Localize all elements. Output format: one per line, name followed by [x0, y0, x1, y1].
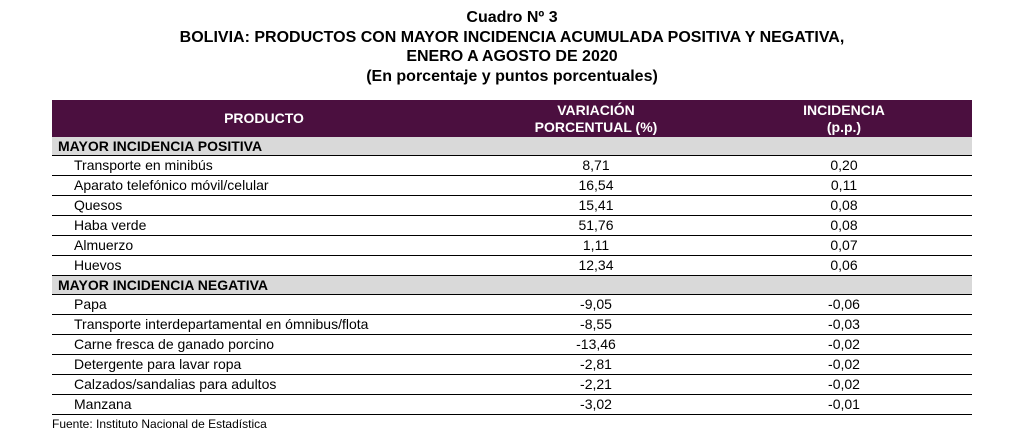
product-cell: Quesos: [52, 196, 476, 216]
product-cell: Almuerzo: [52, 236, 476, 256]
product-cell: Transporte en minibús: [52, 156, 476, 176]
incidencia-cell: 0,20: [716, 156, 972, 176]
variacion-cell: -8,55: [476, 315, 716, 335]
table-header: [52, 100, 972, 137]
header-incidencia: [716, 100, 972, 137]
table-row: [52, 375, 972, 395]
table-row: [52, 156, 972, 176]
table-row: [52, 256, 972, 276]
product-cell: Manzana: [52, 395, 476, 415]
header-incidencia-line1: INCIDENCIA: [803, 101, 885, 118]
table-row: [52, 355, 972, 375]
incidencia-cell: -0,03: [716, 315, 972, 335]
table-row: [52, 315, 972, 335]
table-row: [52, 236, 972, 256]
table-row: [52, 335, 972, 355]
variacion-cell: 12,34: [476, 256, 716, 276]
incidencia-cell: -0,01: [716, 395, 972, 415]
table-body: [52, 137, 972, 415]
variacion-cell: 51,76: [476, 216, 716, 236]
section-label: MAYOR INCIDENCIA POSITIVA: [52, 137, 972, 156]
variacion-cell: -9,05: [476, 295, 716, 315]
variacion-cell: -3,02: [476, 395, 716, 415]
table-row: [52, 196, 972, 216]
incidencia-cell: 0,07: [716, 236, 972, 256]
incidencia-cell: 0,08: [716, 216, 972, 236]
variacion-cell: 15,41: [476, 196, 716, 216]
incidencia-cell: 0,11: [716, 176, 972, 196]
product-cell: Transporte interdepartamental en ómnibus/flota: [52, 315, 476, 335]
incidencia-cell: -0,02: [716, 355, 972, 375]
incidencia-cell: -0,06: [716, 295, 972, 315]
table-title: [0, 8, 1024, 86]
header-variacion-line1: VARIACIÓN: [557, 101, 635, 118]
section-label: MAYOR INCIDENCIA NEGATIVA: [52, 276, 972, 295]
table-row: [52, 176, 972, 196]
product-cell: Haba verde: [52, 216, 476, 236]
title-line-3: ENERO A AGOSTO DE 2020: [406, 48, 618, 65]
section-row: [52, 137, 972, 156]
header-variacion-line2: PORCENTUAL (%): [534, 118, 658, 135]
variacion-cell: -13,46: [476, 335, 716, 355]
product-cell: Calzados/sandalias para adultos: [52, 375, 476, 395]
title-line-2: BOLIVIA: PRODUCTOS CON MAYOR INCIDENCIA ACUMULADA POSITIVA Y NEGATIVA,: [179, 28, 845, 46]
incidencia-cell: 0,08: [716, 196, 972, 216]
source-note: Fuente: Instituto Nacional de Estadística: [52, 417, 267, 431]
header-producto: PRODUCTO: [52, 100, 476, 137]
header-incidencia-line2: (p.p.): [826, 118, 862, 135]
table-row: [52, 395, 972, 415]
incidencia-cell: -0,02: [716, 375, 972, 395]
title-line-1: Cuadro Nº 3: [466, 9, 558, 26]
variacion-cell: -2,81: [476, 355, 716, 375]
table-row: [52, 216, 972, 236]
products-table: [52, 100, 972, 415]
product-cell: Carne fresca de ganado porcino: [52, 335, 476, 355]
table-row: [52, 295, 972, 315]
incidencia-cell: 0,06: [716, 256, 972, 276]
product-cell: Aparato telefónico móvil/celular: [52, 176, 476, 196]
product-cell: Papa: [52, 295, 476, 315]
product-cell: Detergente para lavar ropa: [52, 355, 476, 375]
product-cell: Huevos: [52, 256, 476, 276]
variacion-cell: -2,21: [476, 375, 716, 395]
variacion-cell: 16,54: [476, 176, 716, 196]
section-row: [52, 276, 972, 295]
incidencia-cell: -0,02: [716, 335, 972, 355]
header-variacion: [476, 100, 716, 137]
title-line-4: (En porcentaje y puntos porcentuales): [366, 67, 658, 85]
variacion-cell: 8,71: [476, 156, 716, 176]
variacion-cell: 1,11: [476, 236, 716, 256]
